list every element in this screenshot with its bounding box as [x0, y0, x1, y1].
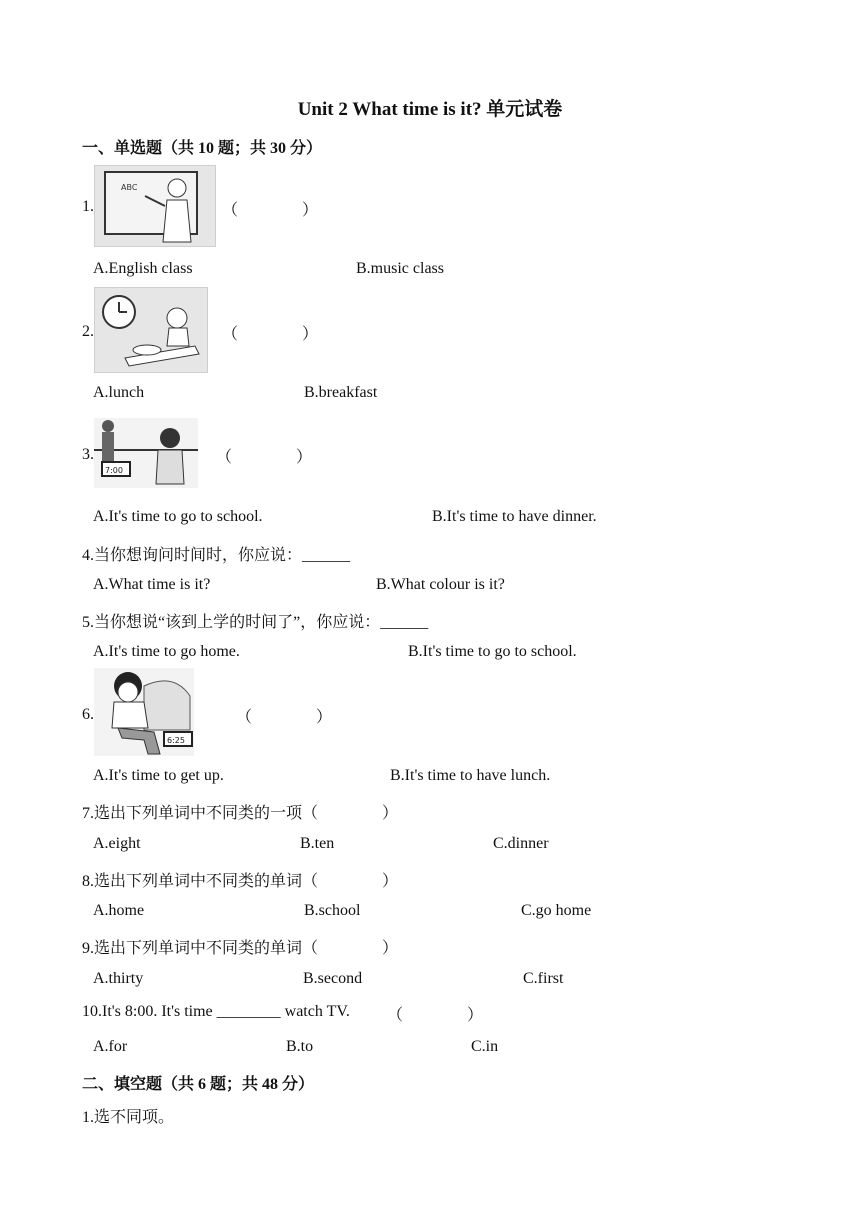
- answer-parentheses: （ ）: [387, 1007, 484, 1024]
- teacher-blackboard-image: [94, 165, 216, 247]
- option-a: A.It's time to go home.: [93, 643, 240, 660]
- option-b: B.school: [304, 902, 361, 919]
- option-a: A.It's time to go to school.: [93, 508, 263, 525]
- question-text: 9.选出下列单词中不同类的单词（ ）: [82, 940, 399, 957]
- question-text: 5.当你想说“该到上学的时间了”，你应说：______: [82, 614, 429, 631]
- question-text: 8.选出下列单词中不同类的单词（ ）: [82, 873, 399, 890]
- option-a: A.English class: [93, 260, 193, 277]
- svg-text:6:25: 6:25: [167, 736, 185, 745]
- option-b: B.It's time to have dinner.: [432, 508, 597, 525]
- section-heading-single-choice: 一、单选题（共 10 题；共 30 分）: [82, 140, 323, 157]
- option-a: A.thirty: [93, 970, 144, 987]
- answer-parentheses: （ ）: [216, 449, 313, 466]
- option-a: A.home: [93, 902, 145, 919]
- page-title: Unit 2 What time is it? 单元试卷: [297, 99, 563, 120]
- answer-parentheses: （ ）: [236, 709, 333, 726]
- option-a: A.lunch: [93, 384, 145, 401]
- option-a: A.What time is it?: [93, 576, 211, 593]
- option-c: C.in: [471, 1038, 499, 1055]
- question-text: 1.选不同项。: [82, 1109, 175, 1126]
- svg-text:ABC: ABC: [121, 183, 138, 192]
- answer-parentheses: （ ）: [222, 326, 319, 343]
- option-b: B.breakfast: [304, 384, 378, 401]
- option-a: A.It's time to get up.: [93, 767, 224, 784]
- question-text: 7.选出下列单词中不同类的一项（ ）: [82, 805, 399, 822]
- option-b: B.second: [303, 970, 363, 987]
- option-b: B.music class: [356, 260, 444, 277]
- kids-dinner-clock-image: [94, 418, 198, 488]
- option-c: C.dinner: [493, 835, 549, 852]
- option-b: B.It's time to go to school.: [408, 643, 577, 660]
- question-number: 3.: [82, 446, 94, 463]
- question-text: 10.It's 8:00. It's time ________ watch TV.: [82, 1003, 350, 1020]
- option-a: A.for: [93, 1038, 128, 1055]
- question-number: 1.: [82, 198, 94, 215]
- answer-parentheses: （ ）: [222, 202, 319, 219]
- option-b: B.What colour is it?: [376, 576, 505, 593]
- question-number: 2.: [82, 323, 94, 340]
- svg-text:7:00: 7:00: [105, 466, 123, 475]
- section-heading-fill-in: 二、填空题（共 6 题；共 48 分）: [82, 1076, 315, 1093]
- option-c: C.first: [523, 970, 564, 987]
- option-b: B.It's time to have lunch.: [390, 767, 551, 784]
- boy-eating-clock-image: [94, 287, 208, 373]
- question-text: 4.当你想询问时间时，你应说：______: [82, 547, 351, 564]
- boy-sofa-clock-image: [94, 668, 194, 756]
- option-b: B.ten: [300, 835, 335, 852]
- option-b: B.to: [286, 1038, 314, 1055]
- option-a: A.eight: [93, 835, 141, 852]
- option-c: C.go home: [521, 902, 592, 919]
- question-number: 6.: [82, 706, 94, 723]
